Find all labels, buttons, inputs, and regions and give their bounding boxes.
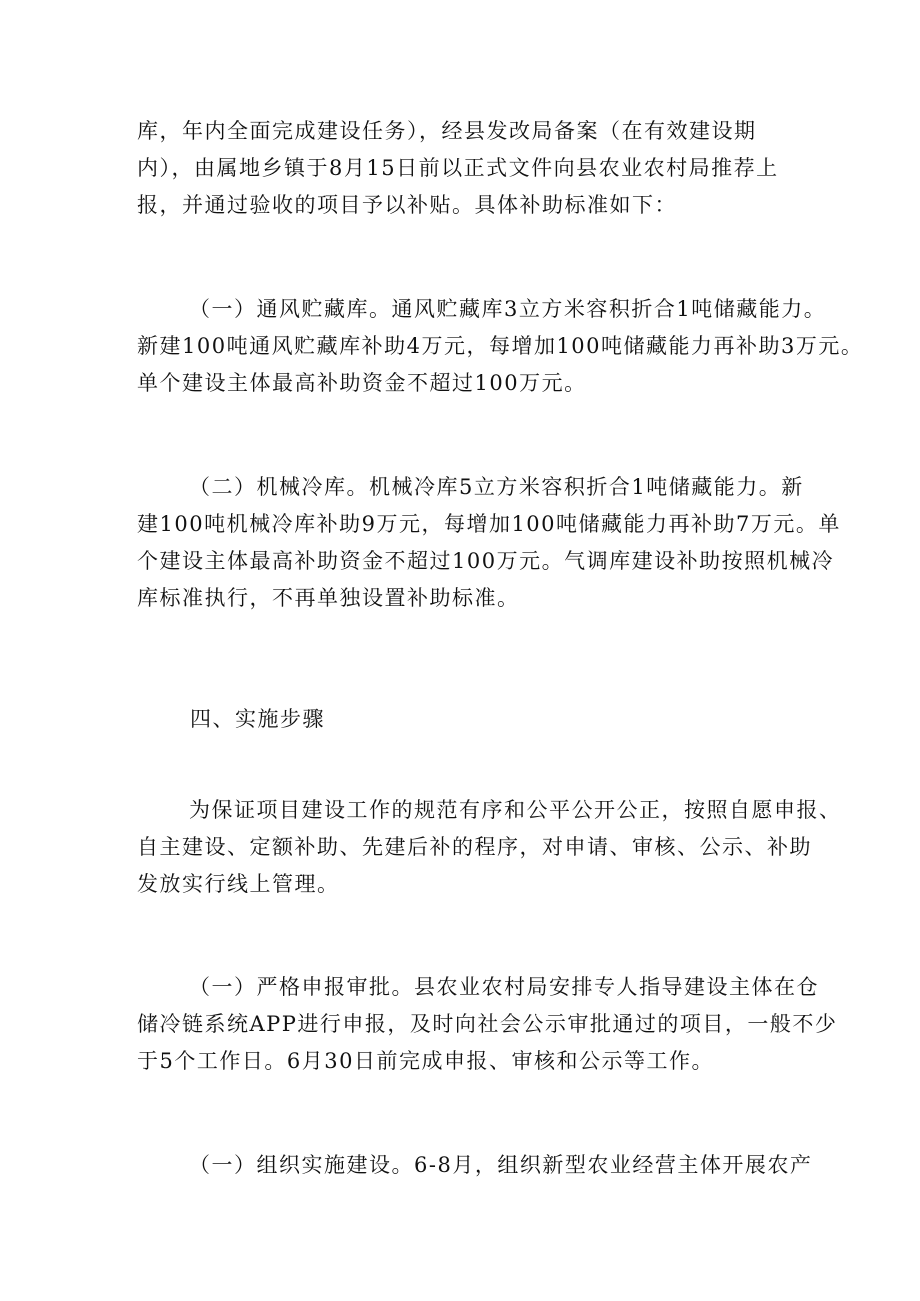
text-line: （二）机械冷库。机械冷库5立方米容积折合1吨储藏能力。新 bbox=[189, 475, 804, 499]
text-line: 储冷链系统APP进行申报，及时向社会公示审批通过的项目，一般不少 bbox=[137, 1012, 838, 1036]
text-line: 建100吨机械冷库补助9万元，每增加100吨储藏能力再补助7万元。单 bbox=[137, 512, 841, 536]
text-line: （一）通风贮藏库。通风贮藏库3立方米容积折合1吨储藏能力。 bbox=[189, 297, 827, 321]
text-line: 单个建设主体最高补助资金不超过100万元。 bbox=[137, 371, 587, 395]
paragraph-organize-construction bbox=[137, 1147, 813, 1184]
text-line: 自主建设、定额补助、先建后补的程序，对申请、审核、公示、补助 bbox=[137, 835, 812, 859]
text-line: 新建100吨通风贮藏库补助4万元，每增加100吨储藏能力再补助3万元。 bbox=[137, 334, 864, 358]
text-line: （一）组织实施建设。6-8月，组织新型农业经营主体开展农产 bbox=[189, 1153, 813, 1177]
section-heading: 四、实施步骤 bbox=[190, 707, 325, 731]
text-line: 于5个工作日。6月30日前完成申报、审核和公示等工作。 bbox=[137, 1049, 714, 1073]
paragraph-implementation-intro bbox=[137, 792, 842, 903]
paragraph-continuation bbox=[137, 113, 797, 224]
text-line: 报，并通过验收的项目予以补贴。具体补助标准如下： bbox=[137, 193, 677, 217]
text-line: 个建设主体最高补助资金不超过100万元。气调库建设补助按照机械冷 bbox=[137, 549, 835, 573]
text-line: 库标准执行，不再单独设置补助标准。 bbox=[137, 586, 520, 610]
paragraph-declaration-approval bbox=[137, 969, 838, 1080]
text-line: 发放实行线上管理。 bbox=[137, 872, 340, 896]
text-line: 内），由属地乡镇于8月15日前以正式文件向县农业农村局推荐上 bbox=[137, 156, 779, 180]
text-line: 为保证项目建设工作的规范有序和公平公开公正，按照自愿申报、 bbox=[189, 798, 842, 822]
paragraph-mechanical-cold-storage bbox=[137, 469, 841, 617]
paragraph-ventilated-storage bbox=[137, 291, 864, 402]
text-line: （一）严格申报审批。县农业农村局安排专人指导建设主体在仓 bbox=[189, 975, 819, 999]
text-line: 库，年内全面完成建设任务），经县发改局备案（在有效建设期 bbox=[137, 119, 757, 143]
